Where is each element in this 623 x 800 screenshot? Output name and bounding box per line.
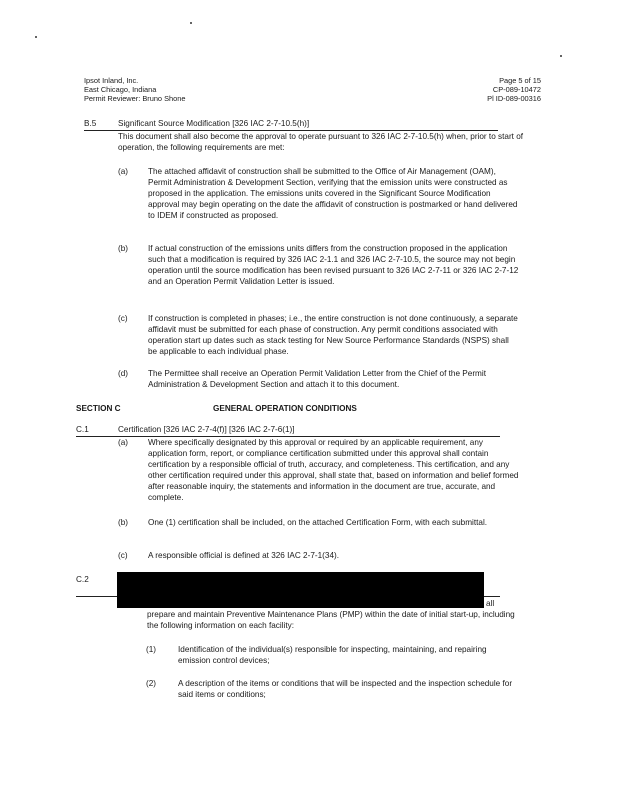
- section-tail-word: all: [486, 599, 495, 608]
- section-number: B.5: [84, 119, 97, 128]
- section-title: Significant Source Modification [326 IAC 2-7-10.5(h)]: [118, 119, 310, 128]
- scan-speck: [35, 36, 37, 38]
- item-text: A responsible official is defined at 326 IAC 2-7-1(34).: [148, 551, 339, 560]
- item-label: (d): [118, 369, 129, 378]
- scan-speck: [190, 22, 192, 24]
- item-label: (1): [146, 645, 157, 654]
- header-location: East Chicago, Indiana: [84, 85, 157, 94]
- item-label: (2): [146, 679, 157, 688]
- section-rule: [484, 596, 500, 597]
- header-company: Ipsot Inland, Inc.: [84, 76, 139, 85]
- header-reviewer: Permit Reviewer: Bruno Shone: [84, 94, 186, 103]
- section-title: GENERAL OPERATION CONDITIONS: [213, 404, 357, 413]
- section-intro: This document shall also become the approval to operate pursuant to 326 IAC 2-7-10.5(h) when, prior to start of operation, the following requirements are met:: [118, 132, 524, 152]
- item-label: (a): [118, 438, 129, 447]
- header-plant-id: Pl ID-089-00316: [487, 94, 541, 103]
- section-intro: prepare and maintain Preventive Maintenance Plans (PMP) within the date of initial start-up, including the following information on each facility:: [147, 610, 515, 630]
- redaction-bar: [117, 572, 484, 608]
- header-page: Page 5 of 15: [499, 76, 541, 85]
- item-label: (b): [118, 244, 129, 253]
- item-text: If actual construction of the emissions units differs from the construction proposed in the application such that a modification is required by 326 IAC 2-1.1 and 326 IAC 2-7-10.5, the source may not begin operation until the source modification has been revised pursuant to 326 IAC 2-7-11 or 326 IAC 2-7-12 and an Operation Permit Validation Letter is issued.: [148, 244, 519, 286]
- item-label: (c): [118, 551, 128, 560]
- item-label: (c): [118, 314, 128, 323]
- item-label: (a): [118, 167, 129, 176]
- item-text: A description of the items or conditions that will be inspected and the inspection schedule for said items or conditions;: [178, 679, 513, 699]
- section-title: Certification [326 IAC 2-7-4(f)] [326 IAC 2-7-6(1)]: [118, 425, 295, 434]
- section-number: C.1: [76, 425, 89, 434]
- item-text: One (1) certification shall be included, on the attached Certification Form, with each submittal.: [148, 518, 488, 527]
- item-text: Identification of the individual(s) responsible for inspecting, maintaining, and repairing emission control devices;: [178, 645, 487, 665]
- item-label: (b): [118, 518, 129, 527]
- section-label: SECTION C: [76, 404, 121, 413]
- header-permit-number: CP-089-10472: [492, 85, 541, 94]
- item-text: Where specifically designated by this approval or required by an applicable requirement, any application form, report, or compliance certification submitted under this approval shall contain certification by a responsible official of truth, accuracy, and completeness. This certification, and any other certification required under this approval, shall state that, based on information and belief formed after reasonable inquiry, the statements and information in the document are true, accurate, and complete.: [148, 438, 519, 502]
- scan-speck: [560, 55, 562, 57]
- item-text: If construction is completed in phases; i.e., the entire construction is not done continuously, a separate affidavit must be submitted for each phase of construction. Any permit conditions associated with operation start up dates such as stack testing for New Source Performance Standards (NSPS) shall be applicable to each individual phase.: [148, 314, 518, 356]
- item-text: The Permittee shall receive an Operation Permit Validation Letter from the Chief of the Permit Administration & Development Section and attach it to this document.: [148, 369, 486, 389]
- section-number: C.2: [76, 575, 89, 584]
- item-text: The attached affidavit of construction shall be submitted to the Office of Air Management (OAM), Permit Administration & Development Section, verifying that the emission units were constructed as proposed in the application. The emissions units covered in the Significant Source Modification approval may begin operating on the date the affidavit of construction is postmarked or hand delivered to IDEM if constructed as proposed.: [148, 167, 518, 220]
- section-rule: [76, 596, 117, 597]
